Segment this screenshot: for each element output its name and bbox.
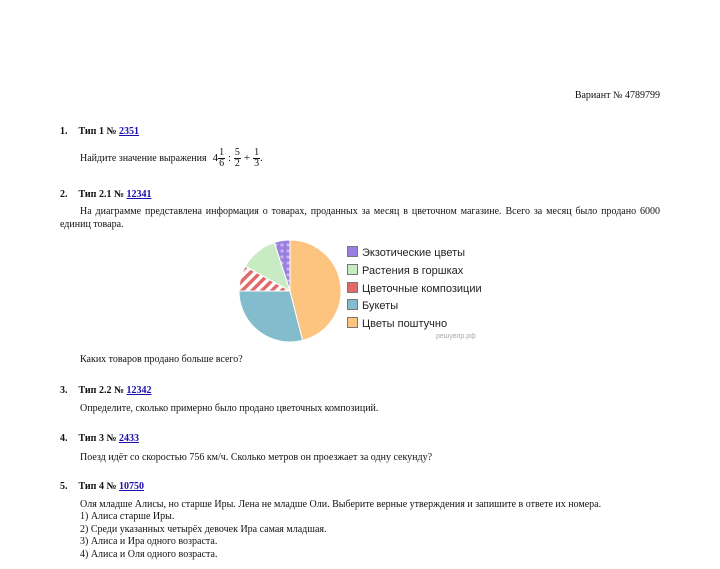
q1-operator-divide: : [228,152,231,164]
variant-number: Вариант № 4789799 [574,90,660,101]
legend-swatch-3 [347,282,358,293]
q3-number: 3. [60,385,68,396]
q1-whole: 4 [212,151,219,164]
q1-header [60,126,139,137]
q2-header [60,189,152,200]
legend-swatch-4 [347,299,358,310]
q2-number: 2. [60,189,68,200]
q4-type: Тип 3 № [78,433,117,444]
legend-swatch-2 [347,264,358,275]
q5-option-1: 1) Алиса старше Иры. [80,511,175,522]
q3-id-link[interactable]: 12342 [126,385,152,396]
legend-label-3: Цветочные композиции [362,282,482,295]
q3-text: Определите, сколько примерно было продано цветочных композиций. [80,403,379,414]
q5-type: Тип 4 № [78,481,117,492]
legend-swatch-5 [347,317,358,328]
q1-fraction-2: $\frac{5}{2}$ [234,146,240,169]
q5-id-link[interactable]: 10750 [119,481,144,492]
q1-prompt: Найдите значение выражения [80,152,207,164]
q5-options [80,511,326,561]
legend-item-3 [347,282,482,295]
q5-option-2: 2) Среди указанных четырёх девочек Ира самая младшая. [80,523,327,535]
q5-option-3: 3) Алиса и Ира одного возраста. [80,536,218,547]
q2-type: Тип 2.1 № [78,189,124,200]
q1-fraction-3: $\frac{1}{3}$ [254,146,260,169]
legend-label-5: Цветы поштучно [362,318,448,331]
q4-text: Поезд идёт со скоростью 756 км/ч. Сколько метров он проезжает за одну секунду? [80,452,433,463]
legend-item-1 [347,246,465,259]
legend-label-1: Экзотические цветы [362,247,466,259]
q1-body [80,143,263,173]
legend-label-2: Растения в горшках [362,264,464,277]
q5-header [60,481,144,492]
pie-legend [347,246,497,336]
q1-type: Тип 1 № [78,126,117,137]
q1-operator-plus: + [243,151,251,164]
q1-end: . [260,152,263,164]
watermark: решувпр.рф [436,333,476,340]
q3-type: Тип 2.2 № [78,385,124,396]
q1-fraction-1: $\frac{1}{6}$ [219,146,225,169]
legend-item-5 [347,317,447,330]
q1-id-link[interactable]: 2351 [119,126,139,137]
q1-number: 1. [60,126,68,137]
q2-id-link[interactable]: 12341 [126,189,152,200]
q5-text: Оля младше Алисы, но старше Иры. Лена не младше Оли. Выберите верные утверждения и запишите в ответе их номера. [80,499,602,510]
legend-item-2 [347,264,463,277]
q4-header [60,433,139,444]
q5-number: 5. [60,481,68,492]
legend-label-4: Букеты [362,300,399,313]
q5-option-4: 4) Алиса и Оля одного возраста. [80,548,218,560]
q4-id-link[interactable]: 2433 [119,433,139,444]
q2-question: Каких товаров продано больше всего? [80,354,243,365]
q4-number: 4. [60,433,68,444]
q2-text: На диаграмме представлена информация о товарах, проданных за месяц в цветочном магазине. Всего за месяц было продано 6000 единиц товара. [60,206,660,230]
pie-chart [225,236,355,348]
legend-item-4 [347,299,398,312]
legend-swatch-1 [347,246,358,257]
q3-header [60,385,152,396]
